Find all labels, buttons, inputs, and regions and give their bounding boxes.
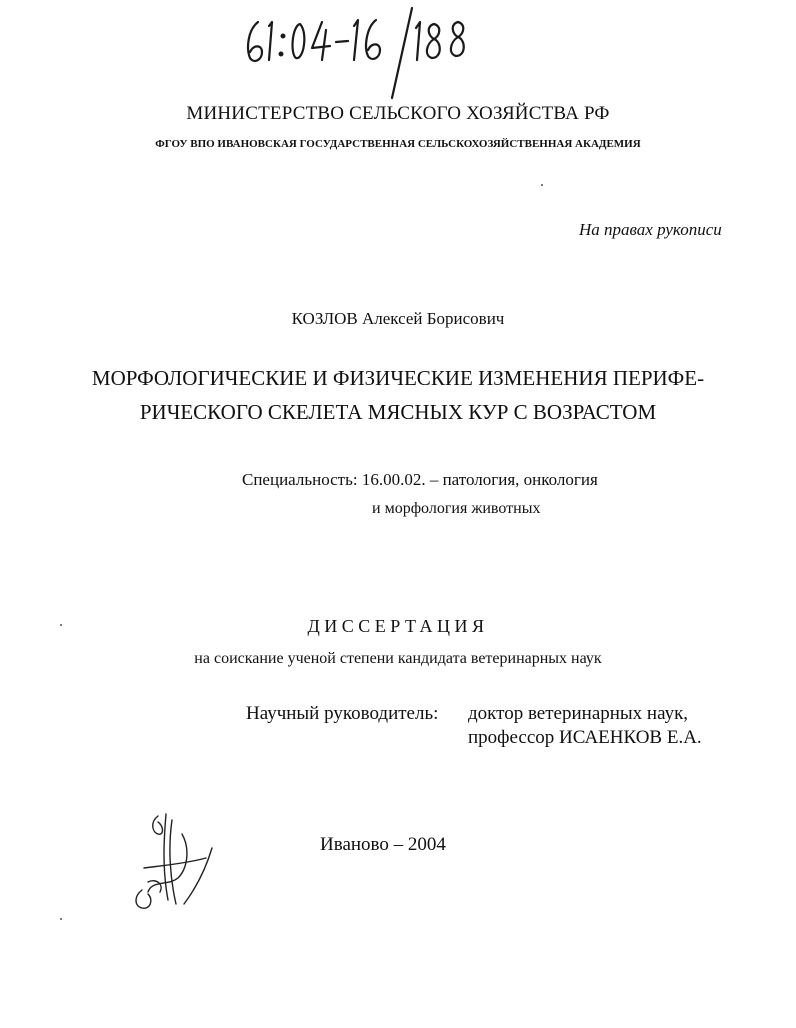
scan-speck (541, 184, 543, 186)
handwritten-signature (128, 808, 228, 918)
degree-line: на соискание ученой степени кандидата ветеринарных наук (194, 650, 602, 667)
advisor-degree: доктор ветеринарных наук, (468, 703, 689, 724)
city-year: Иваново – 2004 (320, 834, 446, 855)
specialty-line-1: Специальность: 16.00.02. – патология, онкология (242, 470, 598, 489)
handwritten-archive-number (236, 2, 486, 102)
manuscript-rights: На правах рукописи (579, 220, 722, 239)
thesis-title-line-1: МОРФОЛОГИЧЕСКИЕ И ФИЗИЧЕСКИЕ ИЗМЕНЕНИЯ ПЕРИФЕ- (91, 366, 705, 390)
advisor-name: профессор ИСАЕНКОВ Е.А. (468, 727, 702, 748)
scan-speck (60, 918, 62, 920)
advisor-label: Научный руководитель: (246, 703, 439, 724)
thesis-title-line-2: РИЧЕСКОГО СКЕЛЕТА МЯСНЫХ КУР С ВОЗРАСТОМ (139, 400, 657, 424)
specialty-line-2: и морфология животных (372, 500, 541, 517)
author-name: КОЗЛОВ Алексей Борисович (291, 309, 505, 328)
ministry-name: МИНИСТЕРСТВО СЕЛЬСКОГО ХОЗЯЙСТВА РФ (186, 103, 610, 124)
document-type: ДИССЕРТАЦИЯ (307, 616, 489, 636)
academy-name: ФГОУ ВПО ИВАНОВСКАЯ ГОСУДАРСТВЕННАЯ СЕЛЬСКОХОЗЯЙСТВЕННАЯ АКАДЕМИЯ (155, 138, 641, 150)
